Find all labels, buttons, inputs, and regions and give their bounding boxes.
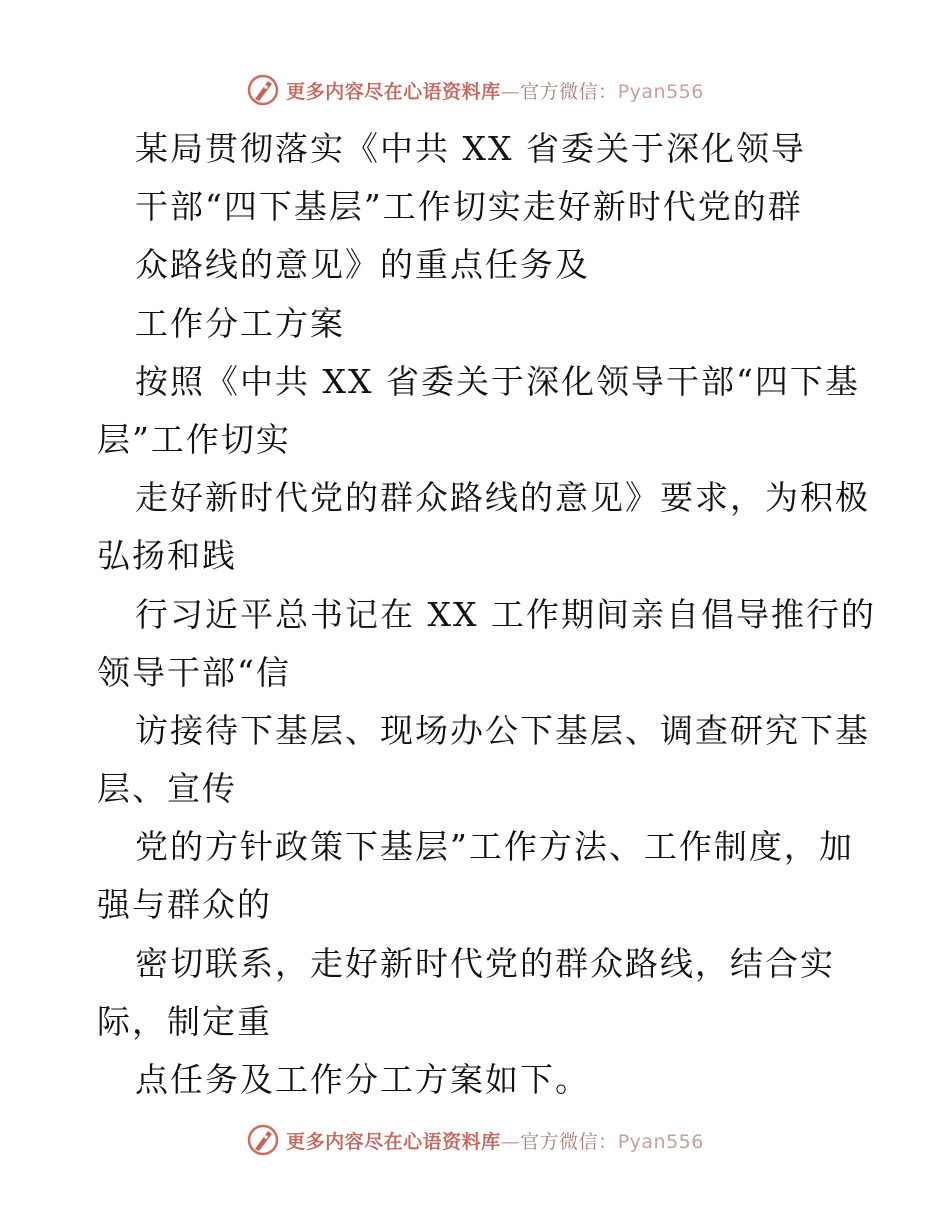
paragraph-line: 访接待下基层、现场办公下基层、调查研究下基 xyxy=(135,710,870,750)
document-body xyxy=(97,120,876,1109)
header-watermark xyxy=(0,70,950,110)
watermark-text: 更多内容尽在心语资料库—官方微信：Pyan556 xyxy=(286,80,704,103)
paragraph-line: 密切联系，走好新时代党的群众路线，结合实 xyxy=(135,943,835,983)
paragraph-line: 强与群众的 xyxy=(97,885,272,925)
paragraph-line: 按照《中共 XX 省委关于深化领导干部“四下基 xyxy=(135,361,860,401)
paragraph-line: 领导干部“信 xyxy=(97,652,291,692)
paragraph-line: 层”工作切实 xyxy=(97,419,291,459)
paragraph-line: 际，制定重 xyxy=(97,1001,272,1041)
paragraph-line: 党的方针政策下基层”工作方法、工作制度，加 xyxy=(135,827,854,867)
pen-logo-icon xyxy=(246,73,280,107)
pen-logo-icon xyxy=(246,1123,280,1157)
paragraph-line: 弘扬和践 xyxy=(97,536,237,576)
title-line-1: 某局贯彻落实《中共 XX 省委关于深化领导 xyxy=(135,129,806,168)
paragraph-line: 点任务及工作分工方案如下。 xyxy=(135,1060,590,1099)
title-line-3: 众路线的意见》的重点任务及 xyxy=(135,245,590,285)
paragraph-line: 走好新时代党的群众路线的意见》要求，为积极 xyxy=(135,478,870,518)
watermark-text: 更多内容尽在心语资料库—官方微信：Pyan556 xyxy=(286,1130,704,1153)
footer-watermark xyxy=(0,1120,950,1160)
paragraph-line: 行习近平总书记在 XX 工作期间亲自倡导推行的 xyxy=(135,594,876,634)
title-line-2: 干部“四下基层”工作切实走好新时代党的群 xyxy=(135,187,803,227)
title-line-4: 工作分工方案 xyxy=(135,303,345,343)
paragraph-line: 层、宣传 xyxy=(97,769,237,809)
